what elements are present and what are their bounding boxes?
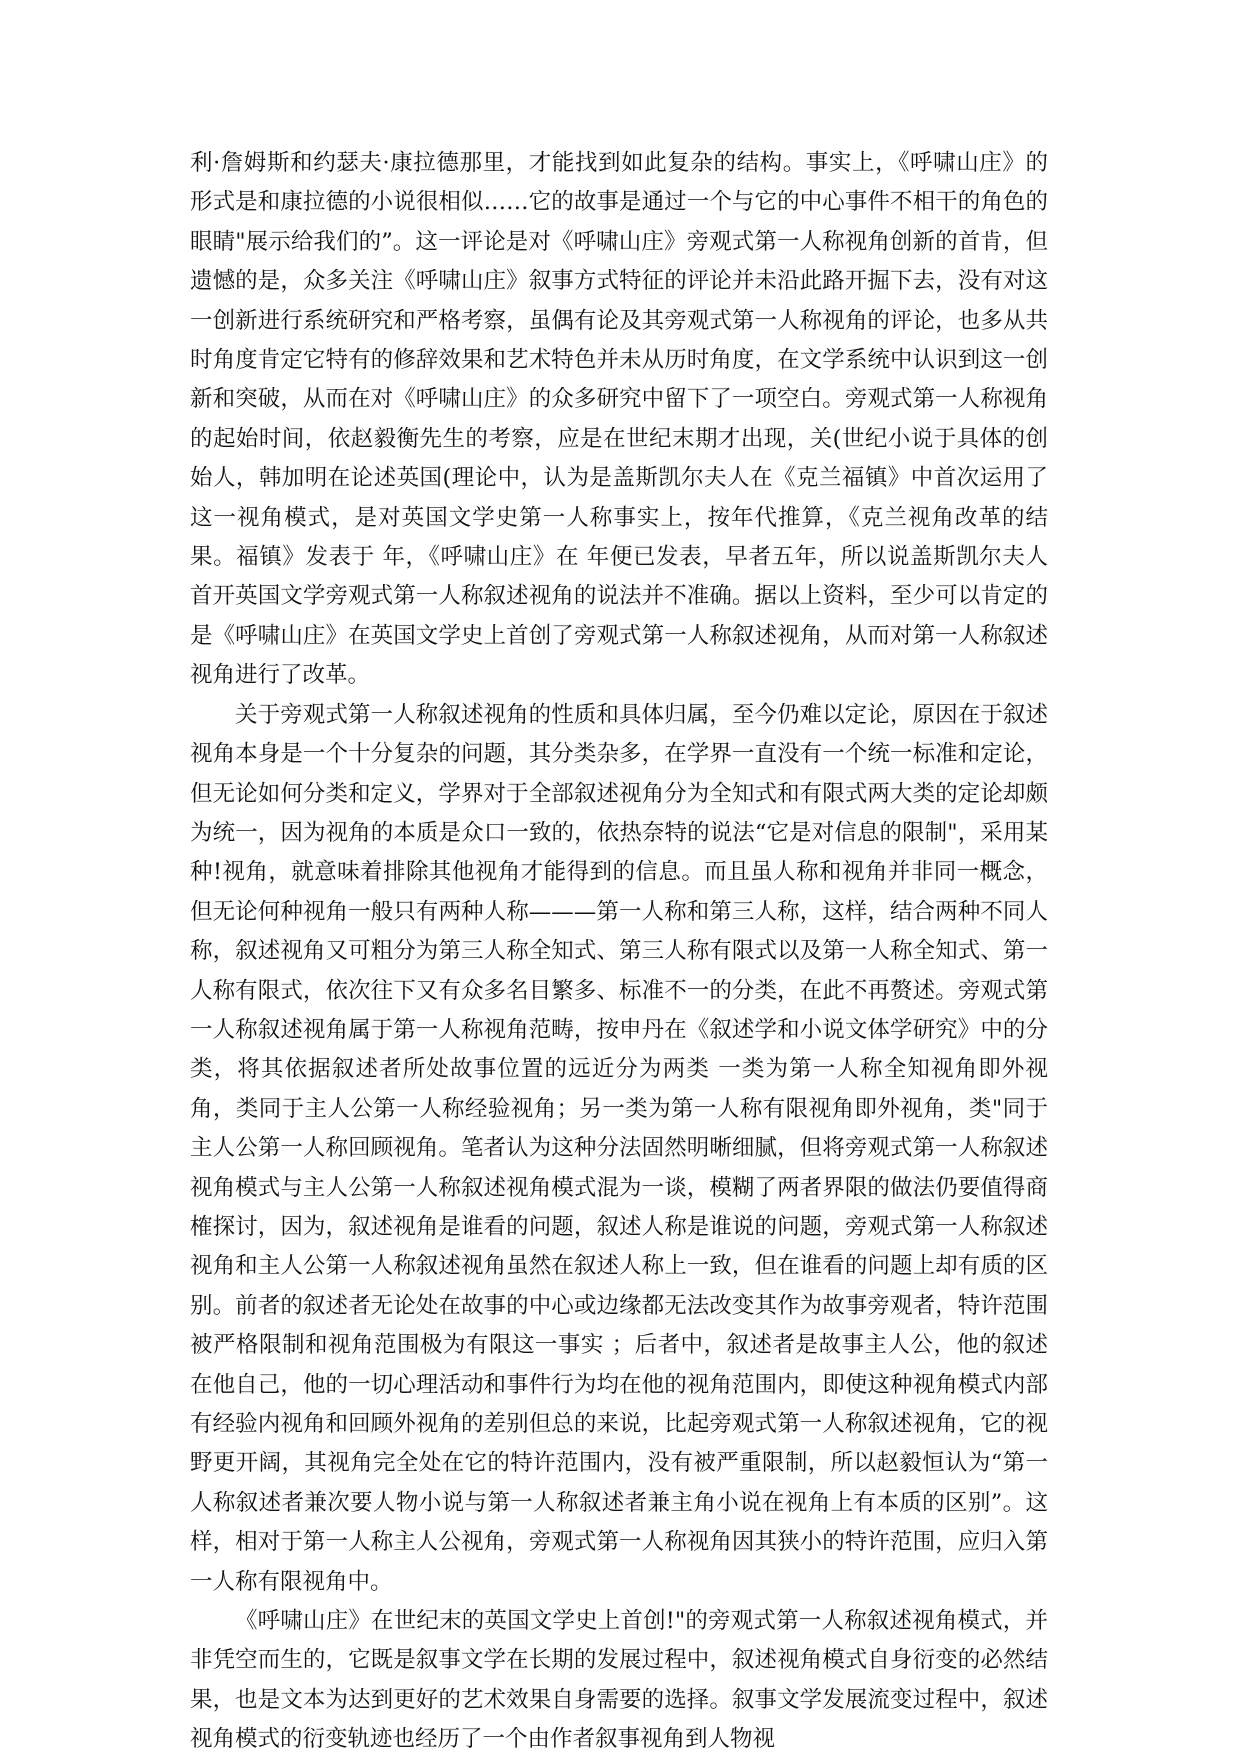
body-text	[190, 144, 1048, 1760]
paragraph-1: 利·詹姆斯和约瑟夫·康拉德那里，才能找到如此复杂的结构。事实上，《呼啸山庄》的形式是和康拉德的小说很相似……它的故事是通过一个与它的中心事件不相干的角色的眼睛"展示给我们的”。这一评论是对《呼啸山庄》旁观式第一人称视角创新的首肯，但遗憾的是，众多关注《呼啸山庄》叙事方式特征的评论并未沿此路开掘下去，没有对这一创新进行系统研究和严格考察，虽偶有论及其旁观式第一人称视角的评论，也多从共时角度肯定它特有的修辞效果和艺术特色并未从历时角度，在文学系统中认识到这一创新和突破，从而在对《呼啸山庄》的众多研究中留下了一项空白。旁观式第一人称视角的起始时间，依赵毅衡先生的考察，应是在世纪末期才出现，关(世纪小说于具体的创始人，韩加明在论述英国(理论中，认为是盖斯凯尔夫人在《克兰福镇》中首次运用了这一视角模式，是对英国文学史第一人称事实上，按年代推算，《克兰视角改革的结果。福镇》发表于 年，《呼啸山庄》在 年便已发表，早者五年，所以说盖斯凯尔夫人首开英国文学旁观式第一人称叙述视角的说法并不准确。据以上资料，至少可以肯定的是《呼啸山庄》在英国文学史上首创了旁观式第一人称叙述视角，从而对第一人称叙述视角进行了改革。	[190, 150, 1048, 689]
paragraph-3: 《呼啸山庄》在世纪末的英国文学史上首创!"的旁观式第一人称叙述视角模式，并非凭空而生的，它既是叙事文学在长期的发展过程中，叙述视角模式自身衍变的必然结果，也是文本为达到更好的艺术效果自身需要的选择。叙事文学发展流变过程中，叙述视角模式的衍变轨迹也经历了一个由作者叙事视角到人物视	[190, 1608, 1048, 1753]
paragraph-2: 关于旁观式第一人称叙述视角的性质和具体归属，至今仍难以定论，原因在于叙述视角本身是一个十分复杂的问题，其分类杂多，在学界一直没有一个统一标准和定论，但无论如何分类和定义，学界对于全部叙述视角分为全知式和有限式两大类的定论却颇为统一，因为视角的本质是众口一致的，依热奈特的说法“它是对信息的限制"，采用某种!视角，就意味着排除其他视角才能得到的信息。而且虽人称和视角并非同一概念，但无论何种视角一般只有两种人称———第一人称和第三人称，这样，结合两种不同人称，叙述视角又可粗分为第三人称全知式、第三人称有限式以及第一人称全知式、第一人称有限式，依次往下又有众多名目繁多、标准不一的分类，在此不再赘述。旁观式第一人称叙述视角属于第一人称视角范畴，按申丹在《叙述学和小说文体学研究》中的分类，将其依据叙述者所处故事位置的远近分为两类 一类为第一人称全知视角即外视角，类同于主人公第一人称经验视角；另一类为第一人称有限视角即外视角，类"同于主人公第一人称回顾视角。笔者认为这种分法固然明晰细腻，但将旁观式第一人称叙述视角模式与主人公第一人称叙述视角模式混为一谈，模糊了两者界限的做法仍要值得商榷探讨，因为，叙述视角是谁看的问题，叙述人称是谁说的问题，旁观式第一人称叙述视角和主人公第一人称叙述视角虽然在叙述人称上一致，但在谁看的问题上却有质的区别。前者的叙述者无论处在故事的中心或边缘都无法改变其作为故事旁观者，特许范围被严格限制和视角范围极为有限这一事实 ；后者中，叙述者是故事主人公，他的叙述在他自己，他的一切心理活动和事件行为均在他的视角范围内，即使这种视角模式内部有经验内视角和回顾外视角的差别但总的来说，比起旁观式第一人称叙述视角，它的视野更开阔，其视角完全处在它的特许范围内，没有被严重限制，所以赵毅恒认为“第一人称叙述者兼次要人物小说与第一人称叙述者兼主角小说在视角上有本质的区别”。这样，相对于第一人称主人公视角，旁观式第一人称视角因其狭小的特许范围，应归入第一人称有限视角中。	[190, 701, 1048, 1595]
